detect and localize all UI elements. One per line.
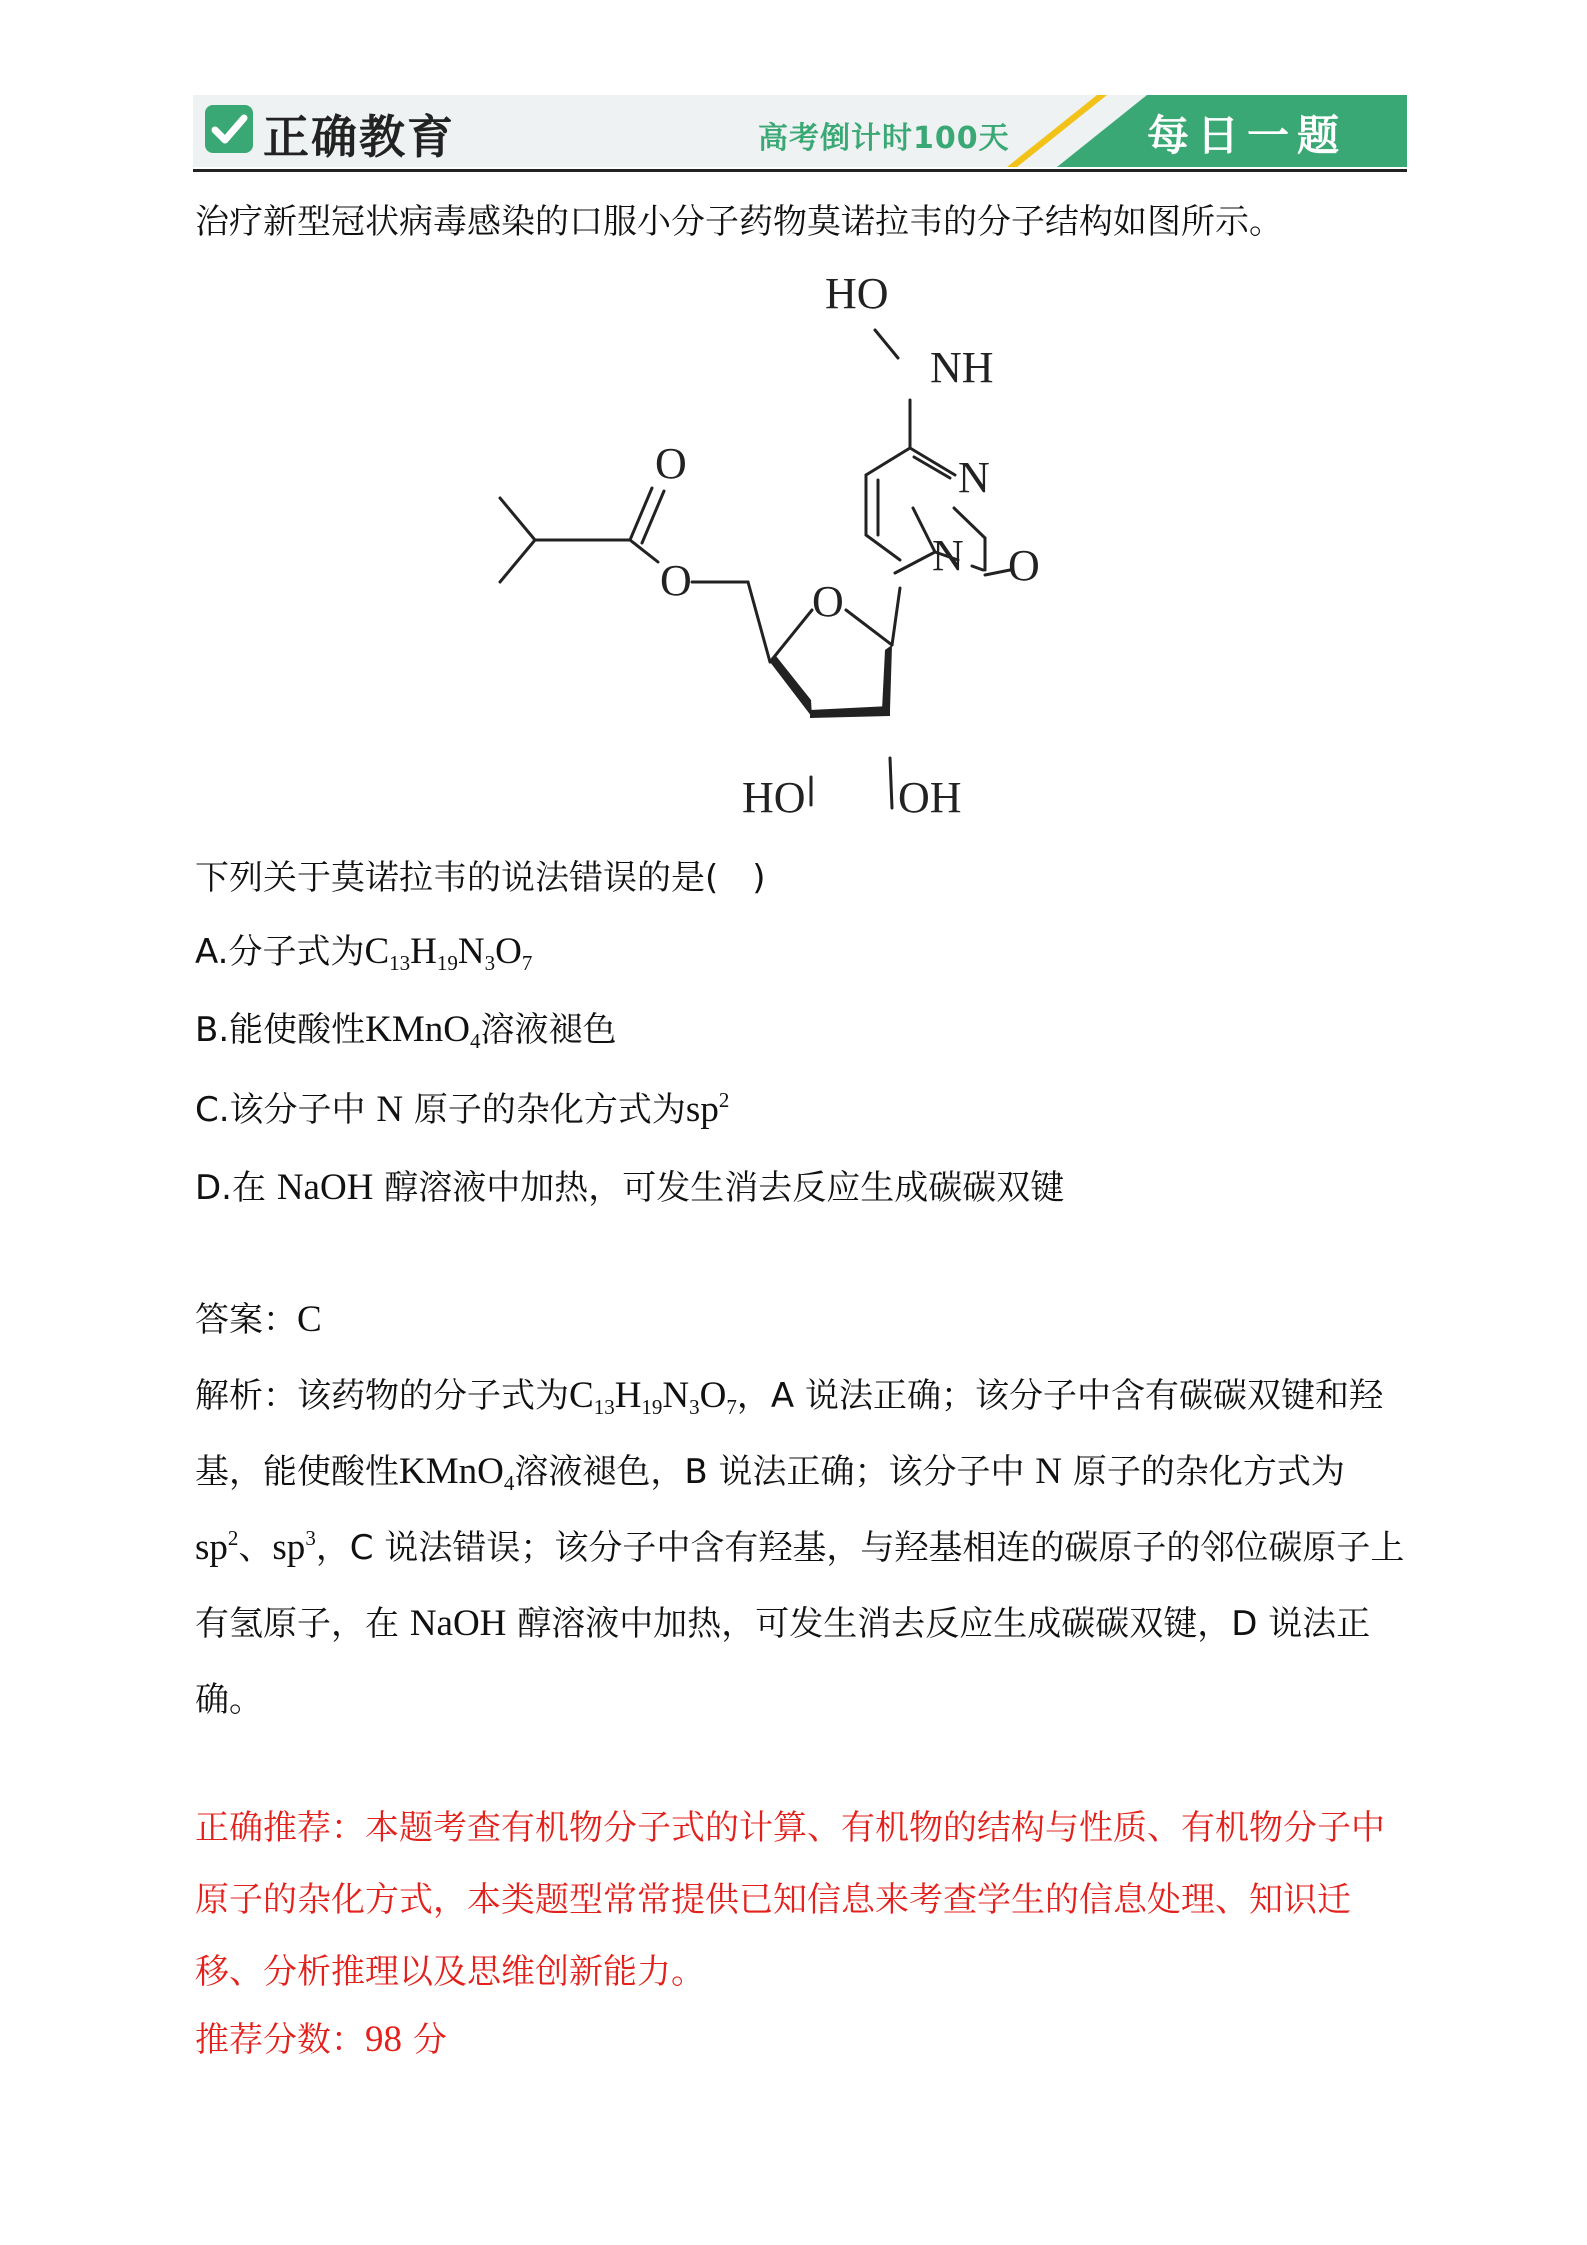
answer: 答案：C <box>195 1299 322 1340</box>
option-d: D.在 NaOH 醇溶液中加热，可发生消去反应生成碳碳双键 <box>195 1167 1065 1208</box>
brand-name: 正确教育 <box>263 110 455 164</box>
option-b: B.能使酸性KMnO$_4$溶液褪色 <box>195 1009 617 1053</box>
label-n-ring: N <box>958 453 990 502</box>
check-icon <box>205 105 253 153</box>
daily-question-title: 每日一题 <box>1146 111 1347 160</box>
label-o-ring-keto: O <box>1008 541 1040 590</box>
label-nh: NH <box>930 343 994 392</box>
label-o-ester: O <box>660 556 692 605</box>
header-banner <box>193 95 1407 173</box>
option-a: A.分子式为$C_{13}H_{19}N_3O_7$ <box>195 931 533 975</box>
banner-underline <box>193 169 1407 172</box>
option-c: C.该分子中 N 原子的杂化方式为$sp^2$ <box>195 1088 730 1130</box>
label-n-glycosidic: N <box>932 531 964 580</box>
analysis: 解析：该药物的分子式为$C_{13}H_{19}N_3O_7$，A 说法正确；该分子中含有碳碳双键和羟基，能使酸性KMnO$_4$溶液褪色，B 说法正确；该分子中 N 原子的杂化方式为$sp^2$、$sp^3$，C 说法错误；该分子中含有羟基，与羟基相连的碳原子的邻位碳原子上有氢原子，在 NaOH 醇溶液中加热，可发生消去反应生成碳碳双键，D 说法正确。 <box>195 1375 1405 1720</box>
countdown-text: 高考倒计时100天 <box>758 121 1010 156</box>
label-o-furanose: O <box>812 577 844 626</box>
label-ho-bottom: HO <box>742 773 806 822</box>
label-ho-top: HO <box>825 270 889 318</box>
label-oh-bottom: OH <box>898 773 962 822</box>
recommend-score: 推荐分数：98 分 <box>195 2019 447 2060</box>
label-o-keto: O <box>655 439 687 488</box>
recommendation: 正确推荐：本题考查有机物分子式的计算、有机物的结构与性质、有机物分子中原子的杂化方式，本类题型常常提供已知信息来考查学生的信息处理、知识迁移、分析推理以及思维创新能力。 <box>195 1808 1385 1992</box>
question-intro: 治疗新型冠状病毒感染的口服小分子药物莫诺拉韦的分子结构如图所示。 <box>195 202 1283 242</box>
question-stem: 下列关于莫诺拉韦的说法错误的是( ) <box>195 858 766 898</box>
molnupiravir-structure <box>480 270 1120 830</box>
